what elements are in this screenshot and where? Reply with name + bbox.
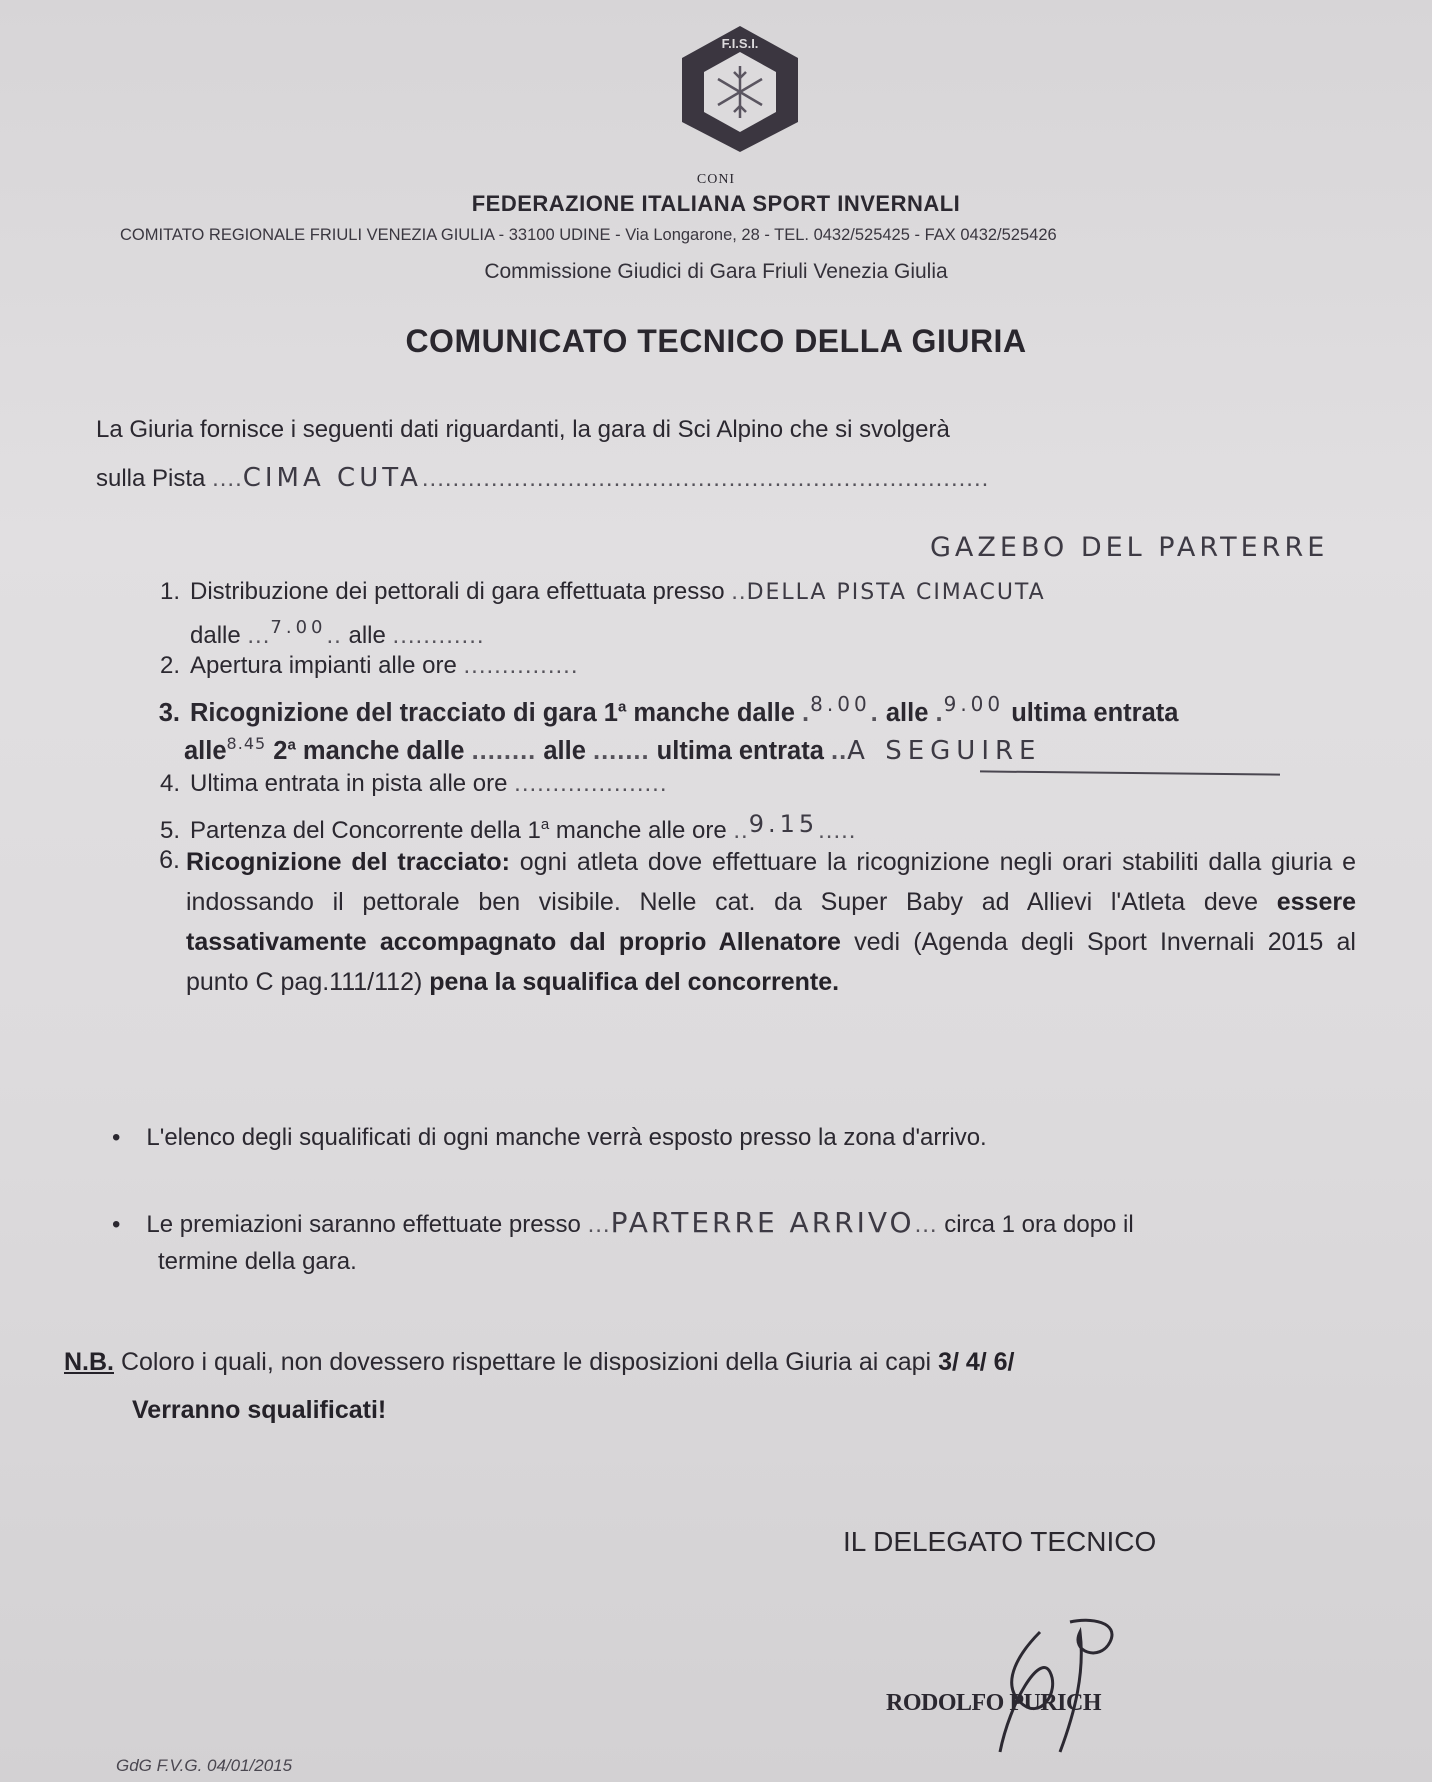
svg-text:F.I.S.I.: F.I.S.I. [721, 36, 759, 51]
handwritten-signature [980, 1612, 1150, 1762]
intro-line: La Giuria fornisce i seguenti dati riguardanti, la gara di Sci Alpino che si svolgerà [96, 416, 950, 443]
document-title: COMUNICATO TECNICO DELLA GIURIA [405, 323, 1027, 359]
item5: 5. Partenza del Concorrente della 1$^a$ manche alle ore ..9.15..... [159, 810, 857, 844]
premiazioni-value: PARTERRE ARRIVO [610, 1206, 915, 1239]
delegato-name: RODOLFO PURICH [886, 1690, 1101, 1716]
federation-name: FEDERAZIONE ITALIANA SPORT INVERNALI [471, 191, 961, 216]
item2: 2. Apertura impianti alle ore ............... [159, 652, 579, 679]
pista-line: sulla Pista ....CIMA CUTA.......................................................................... [96, 463, 990, 493]
item6: Ricognizione del tracciato: ogni atleta dove effettuare la ricognizione negli orari stabiliti dalla giuria e indossando il pettorale ben visibile. Nelle cat. da Super Baby ad Allievi l'Atleta deve essere tassativamente accompagnato dal proprio Allenatore vedi (Agenda degli Sport Invernali 2015 al punto C pag.111/112) pena la squalifica del concorrente. [186, 848, 1357, 996]
pista-label: sulla Pista [96, 465, 206, 492]
item4: 4. Ultima entrata in pista alle ore .................... [159, 770, 668, 797]
item6-number: 6. [159, 846, 180, 874]
bullet-premiazioni: • Le premiazioni saranno effettuate presso ...PARTERRE ARRIVO... circa 1 ora dopo il [112, 1206, 1134, 1239]
delegato-title: IL DELEGATO TECNICO [843, 1526, 1157, 1557]
footer-code: GdG F.V.G. 04/01/2015 [116, 1756, 293, 1775]
item3-line2: alle$^{8.45}$ 2$^a$ manche dalle ........ alle ....... ultima entrata ..A SEGUIRE [184, 734, 1042, 766]
nb-label: N.B. [64, 1348, 114, 1376]
commissione-name: Commissione Giudici di Gara Friuli Venezia Giulia [484, 260, 948, 283]
pista-value: CIMA CUTA [242, 463, 422, 493]
fisi-logo [676, 22, 804, 156]
comitato-address: COMITATO REGIONALE FRIULI VENEZIA GIULIA - 33100 UDINE - Via Longarone, 28 - TEL. 0432/525425 - FAX 0432/525426 [120, 226, 1057, 244]
item1-times: dalle ...$^{7.00}$.. alle ............ [190, 617, 485, 649]
item1-handwritten-value: DELLA PISTA CIMACUTA [746, 580, 1046, 605]
handwritten-underline [980, 770, 1280, 775]
item3-seguire: A SEGUIRE [847, 736, 1042, 766]
item3: 3. Ricognizione del tracciato di gara 1$^a$ manche dalle .$^{8.00}$. alle .$^{9.00}$ ultima entrata [158, 692, 1179, 727]
premiazioni-line2: termine della gara. [158, 1248, 357, 1275]
nb-line2: Verranno squalificati! [132, 1396, 387, 1424]
nb-note: N.B. Coloro i quali, non dovessero rispettare le disposizioni della Giuria ai capi 3/ 4/ 6/ Verranno squalificati! [64, 1348, 1015, 1424]
coni-label: CONI [696, 172, 736, 187]
bullet-squalificati: • L'elenco degli squalificati di ogni manche verrà esposto presso la zona d'arrivo. [112, 1124, 987, 1151]
item5-value: 9.15 [748, 810, 819, 838]
item1: 1. Distribuzione dei pettorali di gara effettuata presso ..DELLA PISTA CIMACUTA [159, 578, 1046, 605]
item1-handwritten-top: GAZEBO DEL PARTERRE [930, 532, 1329, 563]
